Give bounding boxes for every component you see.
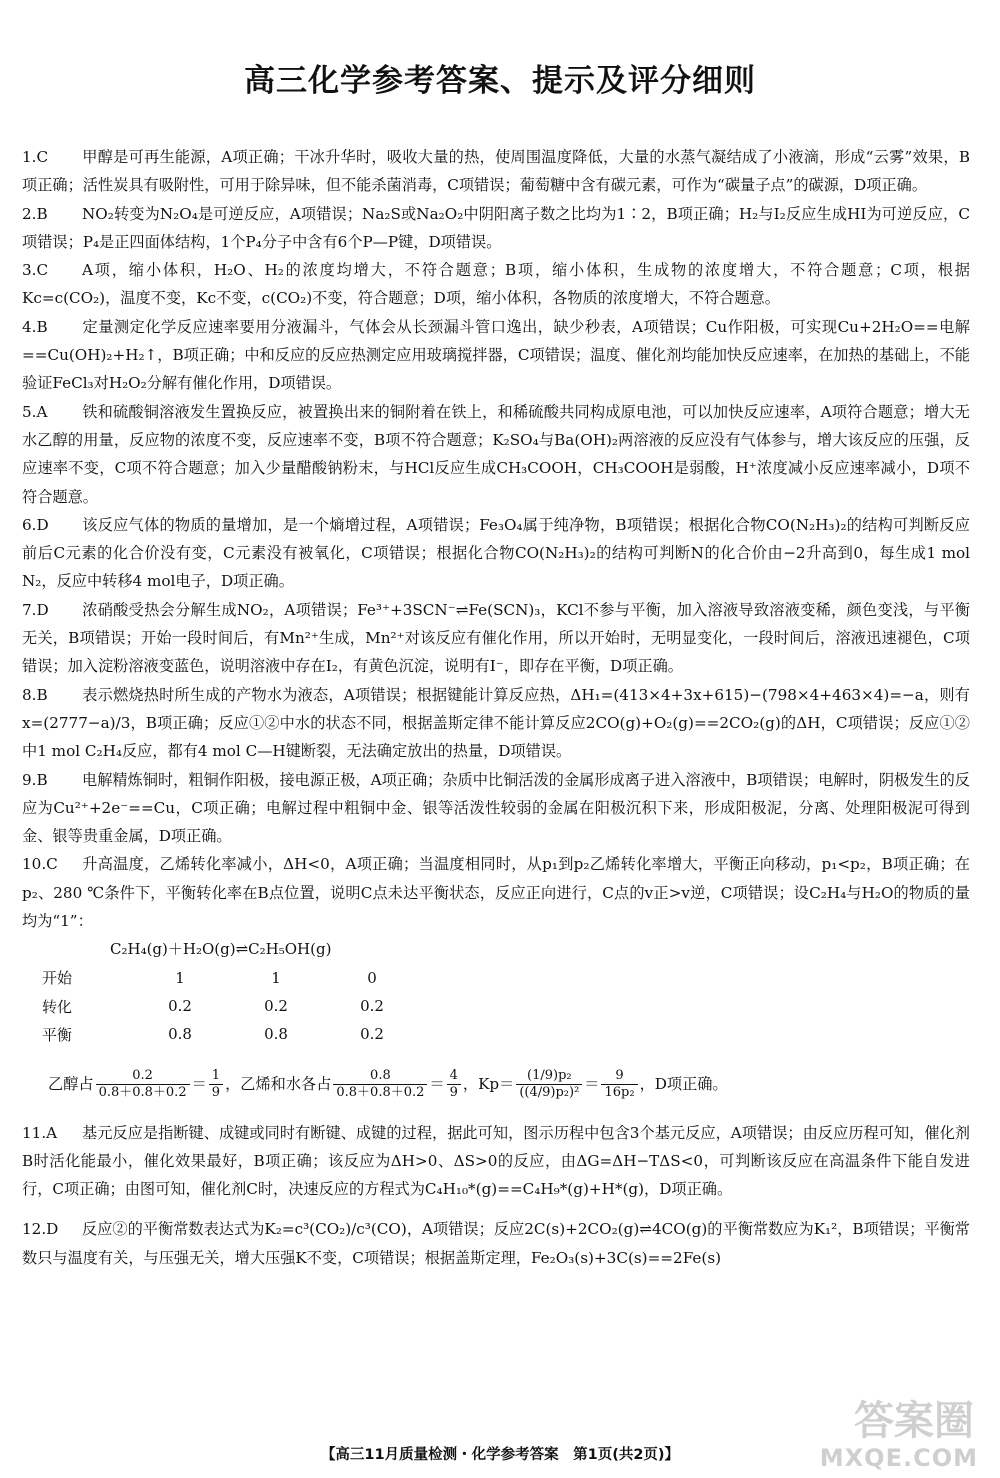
fraction-numerator: 4 xyxy=(447,1068,461,1085)
row-label: 平衡 xyxy=(42,1025,73,1044)
answer-text: NO₂转变为N₂O₄是可逆反应，A项错误；Na₂S或Na₂O₂中阴阳离子数之比均为1∶2，B项正确；H₂与I₂反应生成HI为可逆反应，C项错误；P₄是正四面体结构，1个P₄分子中含有6个P—P键，D项错误。 xyxy=(22,204,970,251)
answer-number: 12.D xyxy=(22,1220,59,1239)
answer-number: 7.D xyxy=(22,600,49,619)
answer-item-12 xyxy=(22,1215,970,1272)
fraction xyxy=(601,1068,637,1101)
fraction-numerator: 9 xyxy=(601,1068,637,1085)
table-row xyxy=(42,1020,420,1048)
answer-number: 4.B xyxy=(22,317,48,336)
fraction-numerator: 1 xyxy=(209,1068,223,1085)
answer-text: 铁和硫酸铜溶液发生置换反应，被置换出来的铜附着在铁上，和稀硫酸共同构成原电池，可以加快反应速率，A项符合题意；增大无水乙醇的用量，反应物的浓度不变，反应速率不变，B项不符合题意；K₂SO₄与Ba(OH)₂两溶液的反应没有气体参与，增大该反应的压强，反应速率不变，C项不符合题意；加入少量醋酸钠粉末，与HCl反应生成CH₃COOH，CH₃COOH是弱酸，H⁺浓度减小反应速率减小，D项不符合题意。 xyxy=(22,402,970,506)
answer-item-7 xyxy=(22,596,970,681)
fraction-denominator: ((4/9)p₂)² xyxy=(519,1085,580,1100)
answer-number: 10.C xyxy=(22,855,58,874)
fraction-denominator: 16p₂ xyxy=(604,1085,635,1100)
table-row xyxy=(42,964,420,992)
result-text: ，Kp＝ xyxy=(462,1074,515,1093)
table-cell: 0.2 xyxy=(360,1025,384,1044)
fraction xyxy=(96,1068,190,1101)
watermark-logo xyxy=(819,1387,982,1472)
answer-text: A项，缩小体积，H₂O、H₂的浓度均增大，不符合题意；B项，缩小体积，生成物的浓度增大，不符合题意；C项，根据Kc=c(CO₂)，温度不变，Kc不变，c(CO₂)不变，符合题意；D项，缩小体积，各物质的浓度增大，不符合题意。 xyxy=(22,261,970,308)
result-text: ，D项正确。 xyxy=(639,1074,728,1093)
answer-item-5 xyxy=(22,398,970,511)
table-cell: 0 xyxy=(367,968,377,987)
result-text: 乙醇占 xyxy=(48,1074,94,1093)
fraction xyxy=(333,1068,427,1101)
table-cell: 0.2 xyxy=(264,997,288,1016)
answer-number: 3.C xyxy=(22,261,49,280)
row-label: 开始 xyxy=(42,969,73,988)
answer-number: 9.B xyxy=(22,770,48,789)
answer-number: 1.C xyxy=(22,148,49,166)
answer-number: 5.A xyxy=(22,402,48,421)
answer-number: 11.A xyxy=(22,1123,58,1142)
fraction-denominator: 9 xyxy=(211,1085,221,1100)
answer-item-10 xyxy=(22,850,970,935)
answer-text: 升高温度，乙烯转化率减小，ΔH<0，A项正确；当温度相同时，从p₁到p₂乙烯转化率增大，平衡正向移动，p₁<p₂，B项正确；在p₂、280 ℃条件下，平衡转化率在B点位置，说明C点未达平衡状态，反应正向进行，C点的v正>v逆，C项错误；设C₂H₄与H₂O的物质的量均为“1”： xyxy=(22,855,970,931)
answer-item-11 xyxy=(22,1119,970,1204)
answer-item-1 xyxy=(22,143,970,200)
answer-text: 该反应气体的物质的量增加，是一个熵增过程，A项错误；Fe₃O₄属于纯净物，B项错误；根据化合物CO(N₂H₃)₂的结构可判断反应前后C元素的化合价没有变，C元素没有被氧化，C项错误；根据化合物CO(N₂H₃)₂的结构可判断N的化合价由−2升高到0，每生成1 mol N₂，反应中转移4 mol电子，D项正确。 xyxy=(22,515,970,591)
fraction xyxy=(447,1068,461,1101)
fraction-numerator: 0.8 xyxy=(333,1068,427,1085)
answer-item-8 xyxy=(22,681,970,766)
answer-text: 甲醇是可再生能源，A项正确；干冰升华时，吸收大量的热，使周围温度降低，大量的水蒸气凝结成了小液滴，形成“云雾”效果，B项正确；活性炭具有吸附性，可用于除异味，但不能杀菌消毒，C项错误；葡萄糖中含有碳元素，可作为“碳量子点”的碳源，D项正确。 xyxy=(22,148,970,195)
fraction-numerator: (1/9)p₂ xyxy=(516,1068,582,1085)
answer-text: 浓硝酸受热会分解生成NO₂，A项错误；Fe³⁺+3SCN⁻⇌Fe(SCN)₃，KCl不参与平衡，加入溶液导致溶液变稀，颜色变浅，与平衡无关，B项错误；开始一段时间后，有Mn²⁺生成，Mn²⁺对该反应有催化作用，所以开始时，无明显变化，一段时间后，溶液迅速褪色，C项错误；加入淀粉溶液变蓝色，说明溶液中存在I₂，有黄色沉淀，说明有I⁻，即存在平衡，D项正确。 xyxy=(22,600,970,676)
answer-text: 定量测定化学反应速率要用分液漏斗，气体会从长颈漏斗管口逸出，缺少秒表，A项错误；Cu作阳极，可实现Cu+2H₂O==电解==Cu(OH)₂+H₂↑，B项正确；中和反应的反应热测定应用玻璃搅拌器，C项错误；温度、催化剂均能加快反应速率，在加热的基础上，不能验证FeCl₃对H₂O₂分解有催化作用，D项错误。 xyxy=(22,317,970,393)
table-cell: 0.2 xyxy=(168,997,192,1016)
answer-item-4 xyxy=(22,313,970,398)
page-footer: 【高三11月质量检测・化学参考答案 第1页(共2页)】 xyxy=(320,1447,680,1463)
answer-text: 基元反应是指断键、成键或同时有断键、成键的过程，据此可知，图示历程中包含3个基元反应，A项错误；由反应历程可知，催化剂B时活化能最小，催化效果最好，B项正确；该反应为ΔH>0、ΔS>0的反应，由ΔG=ΔH−TΔS<0，可判断该反应在高温条件下能自发进行，C项正确；由图可知，催化剂C时，决速反应的方程式为C₄H₁₀*(g)==C₄H₉*(g)+H*(g)，D项正确。 xyxy=(22,1123,970,1199)
equals-sign: ＝ xyxy=(191,1074,207,1093)
answer-item-3 xyxy=(22,256,970,313)
watermark-text: 答案圈 xyxy=(854,1398,974,1444)
result-text: ，乙烯和水各占 xyxy=(225,1074,332,1093)
table-cell: 0.2 xyxy=(360,997,384,1016)
equals-sign: ＝ xyxy=(584,1074,600,1093)
table-row xyxy=(42,992,420,1020)
fraction-numerator: 0.2 xyxy=(96,1068,190,1085)
table-cell: 0.8 xyxy=(168,1025,192,1044)
answer-text: 反应②的平衡常数表达式为K₂=c³(CO₂)/c³(CO)，A项错误；反应2C(s)+2CO₂(g)⇌4CO(g)的平衡常数应为K₁²，B项错误；平衡常数只与温度有关，与压强无关，增大压强K不变，C项错误；根据盖斯定理，Fe₂O₃(s)+3C(s)==2Fe(s) xyxy=(22,1220,970,1267)
fraction-denominator: 0.8＋0.8＋0.2 xyxy=(336,1085,425,1100)
answer-number: 2.B xyxy=(22,204,48,223)
table-cell: 1 xyxy=(175,968,185,987)
answer-body xyxy=(22,143,970,1272)
watermark-domain: MXQE.COM xyxy=(819,1444,978,1472)
page-title: 高三化学参考答案、提示及评分细则 xyxy=(244,63,756,99)
answer-item-2 xyxy=(22,200,970,257)
table-cell: 0.8 xyxy=(264,1025,288,1044)
table-cell: 1 xyxy=(271,968,281,987)
answer-item-9 xyxy=(22,766,970,851)
row-label: 转化 xyxy=(42,997,73,1016)
fraction-denominator: 9 xyxy=(449,1085,458,1100)
q10-result-line xyxy=(22,1061,970,1107)
fraction-denominator: 0.8＋0.8＋0.2 xyxy=(98,1085,187,1100)
equals-sign: ＝ xyxy=(429,1074,445,1093)
equilibrium-equation: C₂H₄(g)＋H₂O(g)⇌C₂H₅OH(g) xyxy=(110,940,332,959)
answer-number: 8.B xyxy=(22,685,48,704)
answer-item-6 xyxy=(22,511,970,596)
fraction xyxy=(209,1068,223,1101)
answer-number: 6.D xyxy=(22,515,49,534)
answer-text: 电解精炼铜时，粗铜作阳极，接电源正极，A项正确；杂质中比铜活泼的金属形成离子进入溶液中，B项错误；电解时，阴极发生的反应为Cu²⁺+2e⁻==Cu，C项正确；电解过程中粗铜中金、银等活泼性较弱的金属在阳极沉积下来，形成阳极泥，分离、处理阳极泥可得到金、银等贵重金属，D项正确。 xyxy=(22,770,970,846)
equilibrium-table xyxy=(42,964,420,1049)
answer-text: 表示燃烧热时所生成的产物水为液态，A项错误；根据键能计算反应热，ΔH₁=(413×4+3x+615)−(798×4+463×4)=−a，则有x=(2777−a)/3，B项正确；反应①②中水的状态不同，根据盖斯定律不能计算反应2CO(g)+O₂(g)==2CO₂(g)的ΔH，C项错误；反应①②中1 mol C₂H₄反应，都有4 mol C—H键断裂，无法确定放出的热量，D项错误。 xyxy=(22,685,970,761)
fraction xyxy=(516,1068,582,1101)
